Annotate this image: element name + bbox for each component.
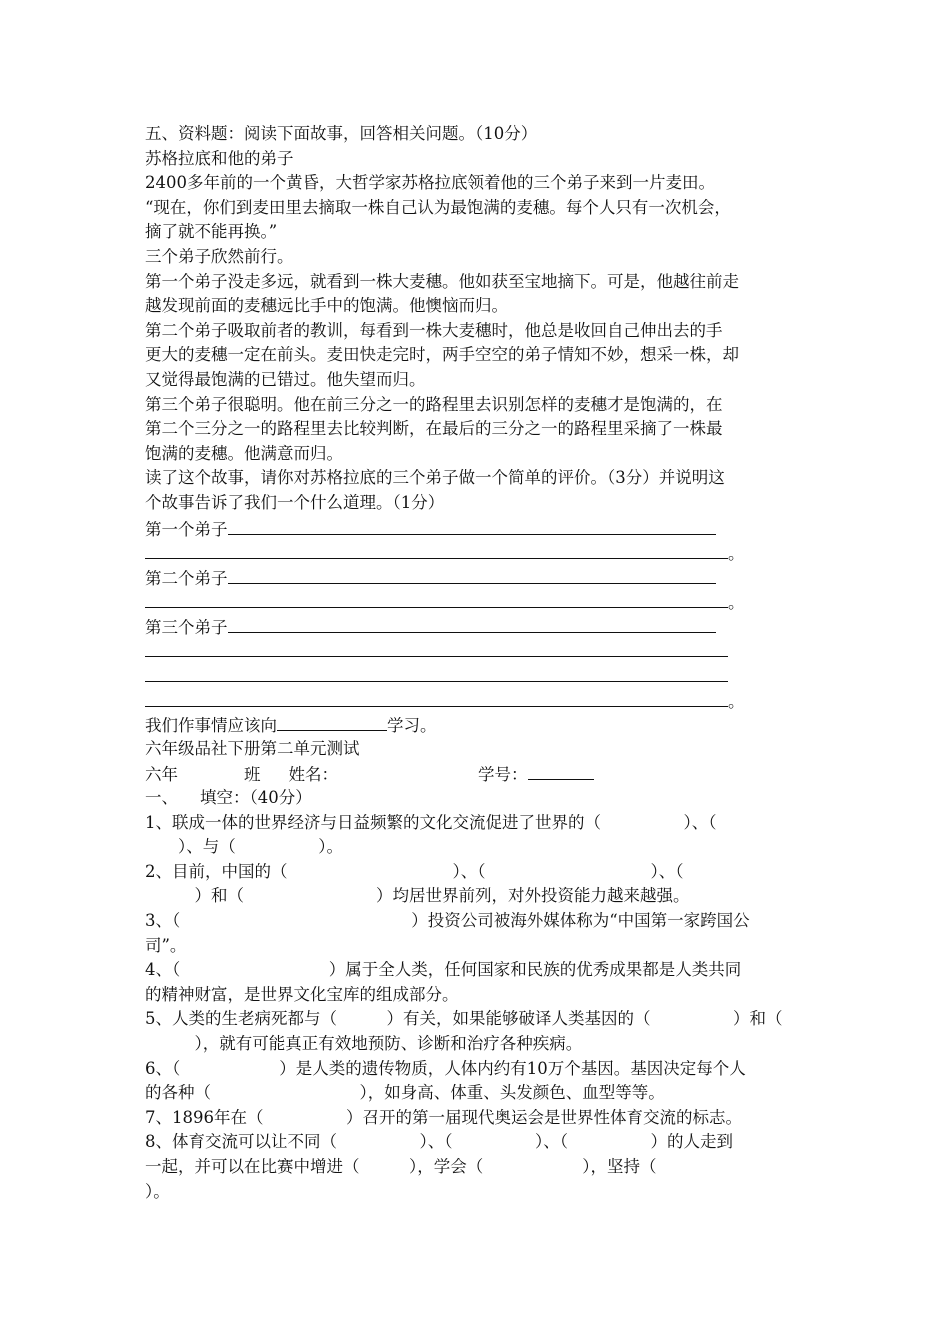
- question-line: 5、人类的生老病死都与（ ）有关，如果能够破译人类基因的（ ）和（: [145, 1009, 783, 1029]
- answer-rule: [145, 688, 728, 707]
- answer-rule: [145, 540, 728, 559]
- question-line: ），就有可能真正有效地预防、诊断和治疗各种疾病。: [145, 1033, 583, 1053]
- part1-heading: 一、 填空：（40分）: [145, 788, 312, 808]
- number-blank[interactable]: [528, 761, 594, 780]
- answer-line[interactable]: [145, 663, 810, 688]
- story-paragraph: 第一个弟子没走多远，就看到一株大麦穗。他如获至宝地摘下。可是，他越往前走: [145, 271, 739, 291]
- answer-rule: [145, 589, 728, 608]
- answer-line[interactable]: [145, 589, 810, 614]
- section5-heading: 五、资料题：阅读下面故事，回答相关问题。（10分）: [145, 124, 538, 143]
- question-line: 2、目前，中国的（ ）、（ ）、（: [145, 861, 684, 881]
- class-label: 班: [244, 765, 261, 785]
- answer-period: 。: [728, 593, 745, 613]
- lesson-suffix: 学习。: [387, 716, 437, 736]
- answer-label: 第三个弟子: [145, 617, 228, 637]
- student-info-line: [145, 761, 810, 786]
- story-paragraph: 第三个弟子很聪明。他在前三分之一的路程里去识别怎样的麦穗才是饱满的，在: [145, 394, 723, 414]
- lesson-prefix: 我们作事情应该向: [145, 716, 277, 736]
- story-paragraph: 个故事告诉了我们一个什么道理。（1分）: [145, 492, 445, 512]
- answer-line[interactable]: [145, 638, 810, 663]
- lesson-line: [145, 712, 810, 737]
- answer-label: 第一个弟子: [145, 519, 228, 539]
- number-label: 学号：: [478, 765, 528, 785]
- story-paragraph: 更大的麦穗一定在前头。麦田快走完时，两手空空的弟子情知不妙，想采一株，却: [145, 345, 739, 365]
- answer-line[interactable]: [145, 540, 810, 565]
- answer-period: 。: [728, 691, 745, 711]
- story-paragraph: 又觉得最饱满的已错过。他失望而归。: [145, 369, 426, 389]
- answer-period: 。: [728, 544, 745, 564]
- answer-rule: [228, 614, 716, 633]
- question-line: 1、联成一体的世界经济与日益频繁的文化交流促进了世界的（ ）、（: [145, 812, 717, 832]
- question-line: 6、（ ）是人类的遗传物质，人体内约有10万个基因。基因决定每个人: [145, 1058, 746, 1078]
- story-paragraph: 越发现前面的麦穗远比手中的饱满。他懊恼而归。: [145, 296, 508, 316]
- story-paragraph: 三个弟子欣然前行。: [145, 246, 294, 266]
- story-paragraph: 摘了就不能再换。”: [145, 222, 278, 242]
- story-paragraph: 读了这个故事，请你对苏格拉底的三个弟子做一个简单的评价。（3分）并说明这: [145, 468, 725, 488]
- question-line: 司”。: [145, 935, 187, 955]
- question-line: 3、（ ）投资公司被海外媒体称为“中国第一家跨国公: [145, 911, 750, 930]
- question-line: 的精神财富，是世界文化宝库的组成部分。: [145, 984, 459, 1004]
- question-line: 4、（ ）属于全人类，任何国家和民族的优秀成果都是人类共同: [145, 960, 742, 980]
- answer-line-disciple3[interactable]: [145, 614, 810, 639]
- answer-rule: [145, 638, 728, 657]
- question-line: ）和（ ）均居世界前列，对外投资能力越来越强。: [145, 886, 690, 906]
- question-line: 的各种（ ），如身高、体重、头发颜色、血型等等。: [145, 1083, 665, 1103]
- story-paragraph: 第二个弟子吸取前者的教训，每看到一株大麦穗时，他总是收回自己伸出去的手: [145, 320, 723, 340]
- answer-label: 第二个弟子: [145, 568, 228, 588]
- story-paragraph: 2400多年前的一个黄昏，大哲学家苏格拉底领着他的三个弟子来到一片麦田。: [145, 173, 715, 193]
- grade-label: 六年: [145, 765, 178, 785]
- story-paragraph: 第二个三分之一的路程里去比较判断，在最后的三分之一的路程里采摘了一株最: [145, 419, 723, 439]
- question-line: ）。: [145, 1181, 170, 1201]
- story-title: 苏格拉底和他的弟子: [145, 148, 294, 168]
- answer-line[interactable]: [145, 688, 810, 713]
- answer-rule: [228, 565, 716, 584]
- story-paragraph: 饱满的麦穗。他满意而归。: [145, 443, 343, 463]
- document-page: [145, 122, 810, 1204]
- question-line: 7、1896年在（ ）召开的第一届现代奥运会是世界性体育交流的标志。: [145, 1107, 742, 1127]
- answer-line-disciple1[interactable]: [145, 516, 810, 541]
- story-paragraph: “现在，你们到麦田里去摘取一株自己认为最饱满的麦穗。每个人只有一次机会，: [145, 197, 731, 217]
- question-line: 8、体育交流可以让不同（ ）、（ ）、（ ）的人走到: [145, 1132, 733, 1152]
- answer-rule: [145, 663, 728, 682]
- test-title: 六年级品社下册第二单元测试: [145, 738, 360, 758]
- answer-line-disciple2[interactable]: [145, 565, 810, 590]
- question-line: ）、与（ ）。: [145, 837, 343, 857]
- answer-rule: [228, 516, 716, 535]
- lesson-blank[interactable]: [277, 712, 387, 731]
- name-label: 姓名：: [288, 765, 338, 785]
- question-line: 一起，并可以在比赛中增进（ ），学会（ ），坚持（: [145, 1156, 657, 1176]
